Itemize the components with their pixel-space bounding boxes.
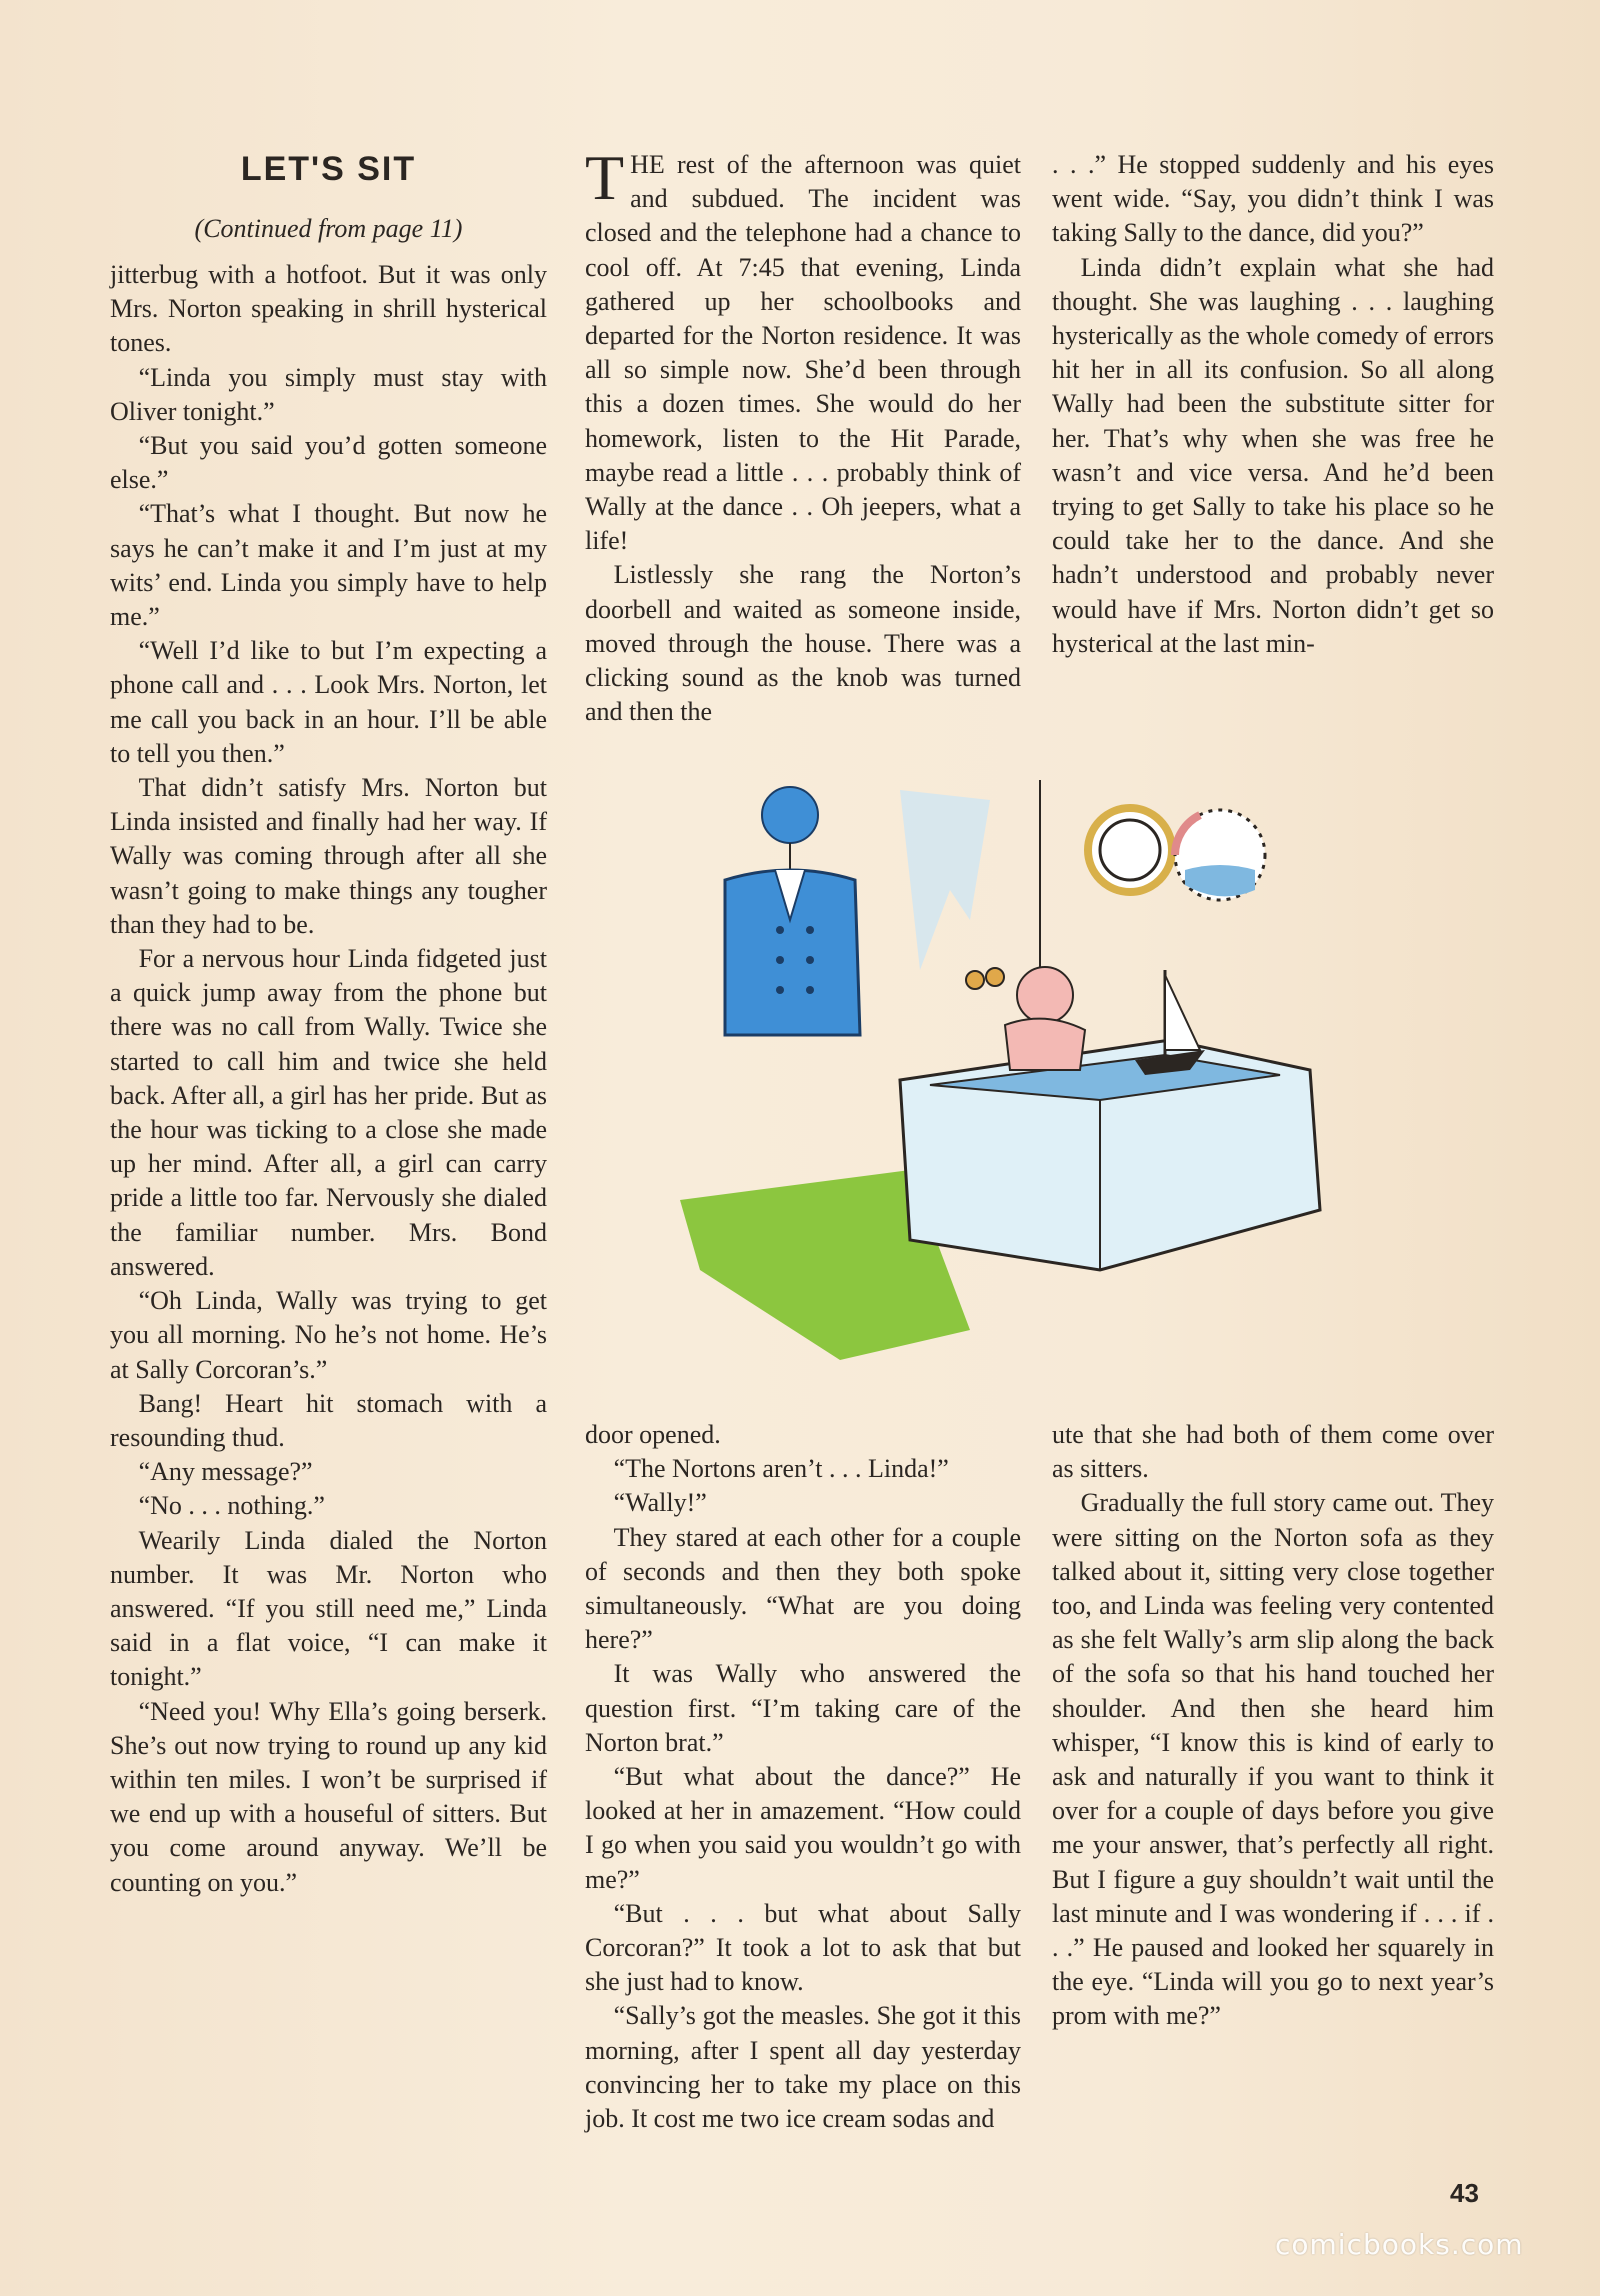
story-title: LET'S SIT [240, 150, 417, 188]
paragraph: ute that she had both of them come over as sitters. [1052, 1420, 1494, 1484]
paragraph: Bang! Heart hit stomach with a resounding thud. [110, 1388, 547, 1452]
page-number: 43 [1450, 2178, 1479, 2208]
column-2-bottom [585, 1418, 1021, 2136]
coat-icon [725, 787, 860, 1035]
paragraph: Listlessly she rang the Norton’s doorbell and waited as someone inside, moved through the house. There was a clicking sound as the knob was turned and then the [585, 560, 1021, 727]
bathtub-icon [900, 967, 1320, 1270]
paragraph: That didn’t satisfy Mrs. Norton but Linda insisted and finally had her way. If Wally was coming through after all she wasn’t going to make things any tougher than they had to be. [110, 773, 547, 939]
paragraph: “No . . . nothing.” [138, 1491, 325, 1521]
paragraph: “Need you! Why Ella’s going berserk. She’s out now trying to round up any kid within ten miles. I won’t be surprised if we end up with a houseful of sitters. But you come around anyway. We’ll be counting on you.” [110, 1696, 547, 1897]
paragraph: jitterbug with a hotfoot. But it was only Mrs. Norton speaking in shrill hysterical tones. [110, 260, 547, 358]
paragraph: “Any message?” [138, 1457, 313, 1487]
paragraph: “That’s what I thought. But now he says he can’t make it and I’m just at my wits’ end. Linda you simply have to help me.” [110, 499, 547, 632]
paragraph: “Oh Linda, Wally was trying to get you all morning. No he’s not home. He’s at Sally Corcoran’s.” [110, 1286, 547, 1384]
paragraph: door opened. [585, 1420, 721, 1449]
paragraph: “But what about the dance?” He looked at her in amazement. “How could I go when you said you wouldn’t go with me?” [585, 1762, 1021, 1894]
bathtub-illustration [640, 770, 1495, 1410]
paragraph: “Wally!” [613, 1488, 707, 1518]
column-3-top [1052, 148, 1494, 661]
continued-note: (Continued from page 11) [194, 214, 463, 243]
paragraph-text: HE rest of the afternoon was quiet and subdued. The incident was closed and the telephone had a chance to cool off. At 7:45 that evening, Linda gathered up her schoolbooks and departed for the Norton residence. It was all so simple now. She’d been through this a dozen times. She would do her homework, listen to the Hit Parade, maybe read a little . . . probably think of Wally at the dance . . Oh jeepers, what a life! [585, 150, 1021, 556]
drop-cap: T [585, 142, 625, 213]
paragraph: “Linda you simply must stay with Oliver tonight.” [110, 362, 547, 426]
watermark: comicbooks.com [1275, 2228, 1524, 2261]
paragraph [585, 142, 1021, 558]
paragraph: Gradually the full story came out. They were sitting on the Norton sofa as they talked about it, sitting very close together too, and Linda was feeling very contented as she felt Wally’s arm slip along the back of the sofa so that his hand touched her shoulder. And then she heard him whisper, “I know this is kind of early to ask and naturally if you want to think it over for a couple of days before you give me your answer, that’s perfectly all right. But I figure a guy shouldn’t wait until the last minute and I was wondering if . . . if . . .” He paused and looked her squarely in the eye. “Linda will you go to next year’s prom with me?” [1052, 1488, 1494, 2031]
paragraph: Linda didn’t explain what she had thought. She was laughing . . . laughing hysterically as the whole comedy of errors hit her in all its confusion. So all along Wally had been the substitute sitter for her. That’s why when she was free he wasn’t and vice versa. And he’d been trying to get Sally to take his place so he could take her to the dance. And she hadn’t understood and probably never would have if Mrs. Norton didn’t get so hysterical at the last min- [1052, 252, 1494, 658]
paragraph: “But . . . but what about Sally Corcoran?” It took a lot to ask that but she just had to know. [585, 1898, 1021, 1997]
paragraph: For a nervous hour Linda fidgeted just a quick jump away from the phone but there was no call from Wally. Twice she started to call him and twice she held back. After all, a girl has her pride. But as the hour was ticking to a close she made up her mind. After all, a girl can carry pride a little too far. Nervously she dialed the familiar number. Mrs. Bond answered. [110, 944, 547, 1281]
paragraph: . . .” He stopped suddenly and his eyes went wide. “Say, you didn’t think I was taking Sally to the dance, did you?” [1052, 150, 1494, 248]
paragraph: It was Wally who answered the question first. “I’m taking care of the Norton brat.” [585, 1659, 1021, 1757]
paragraph: “Sally’s got the measles. She got it this morning, after I spent all day yesterday convincing her to take my place on this job. It cost me two ice cream sodas and [585, 2001, 1021, 2134]
porthole-icon [1088, 808, 1265, 900]
paragraph: Wearily Linda dialed the Norton number. It was Mr. Norton who answered. “If you still need me,” Linda said in a flat voice, “I can make it tonight.” [110, 1525, 547, 1692]
paragraph: They stared at each other for a couple of seconds and then they both spoke simultaneously. “What are you doing here?” [585, 1522, 1021, 1655]
paragraph: “Well I’d like to but I’m expecting a phone call and . . . Look Mrs. Norton, let me call you back in an hour. I’ll be able to tell you then.” [110, 636, 547, 768]
paragraph: “The Nortons aren’t . . . Linda!” [613, 1454, 949, 1484]
column-1 [110, 258, 547, 1900]
paragraph: “But you said you’d gotten someone else.” [110, 431, 547, 495]
column-3-bottom [1052, 1418, 1494, 2034]
column-2-top [585, 142, 1021, 729]
